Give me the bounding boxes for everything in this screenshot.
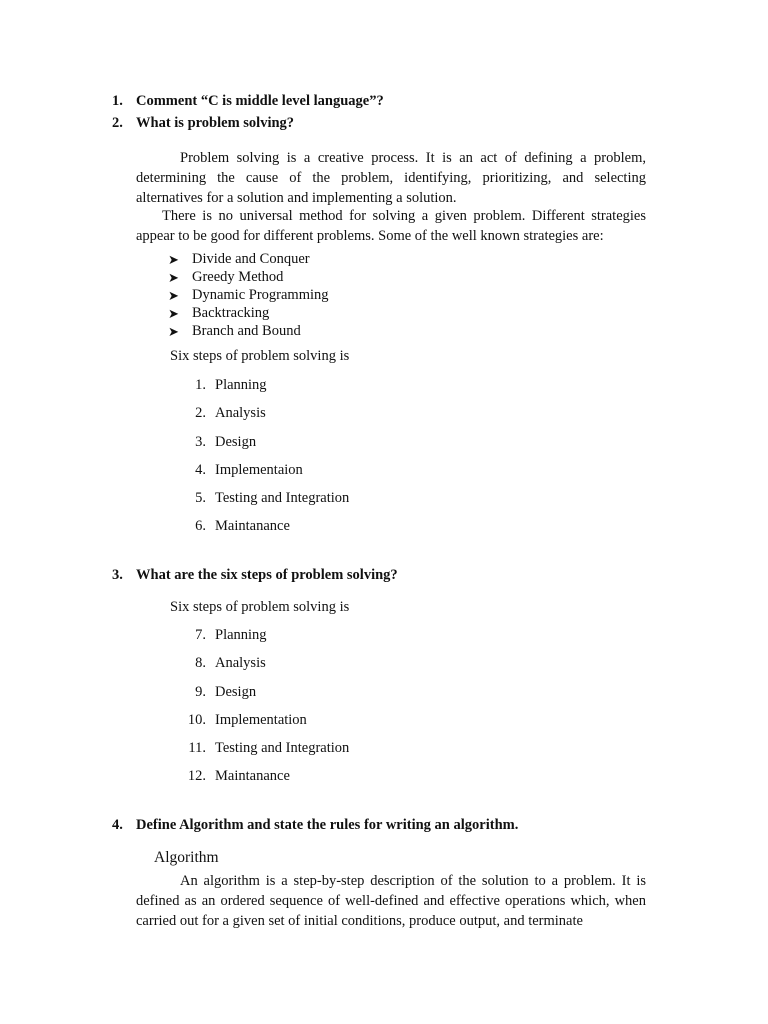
- strategies-paragraph: There is no universal method for solving a given problem. Different strategies appear to be good for different problems. Some of the well known strategies are:: [136, 208, 646, 244]
- steps-intro: Six steps of problem solving is: [170, 599, 350, 615]
- question-4-text: Define Algorithm and state the rules for writing an algorithm.: [136, 817, 519, 833]
- question-2-text: What is problem solving?: [136, 115, 295, 131]
- question-1-text: Comment “C is middle level language”?: [136, 93, 384, 109]
- list-number: 5.: [195, 490, 206, 506]
- arrowhead-bullet-icon: ➤: [168, 289, 179, 304]
- arrowhead-bullet-icon: ➤: [168, 325, 179, 340]
- list-item: Maintanance: [215, 518, 290, 534]
- list-item: Maintanance: [215, 768, 290, 784]
- list-item: Planning: [215, 377, 267, 393]
- list-item: Analysis: [215, 655, 266, 671]
- list-item: Divide and Conquer: [192, 251, 310, 267]
- algorithm-paragraph: An algorithm is a step-by-step description of the solution to a problem. It is defined as an ordered sequence of well-defined and effective operations which, when carried out for a given set of initial conditions, produce output, and terminate: [136, 873, 646, 929]
- list-number: 3.: [195, 434, 206, 450]
- list-item: Greedy Method: [192, 269, 284, 285]
- list-item: Planning: [215, 627, 267, 643]
- list-number: 10.: [187, 712, 206, 728]
- question-3-number: 3.: [112, 567, 123, 583]
- list-item: Design: [215, 684, 257, 700]
- arrowhead-bullet-icon: ➤: [168, 271, 179, 286]
- algorithm-subheading: Algorithm: [154, 849, 219, 866]
- list-number: 4.: [195, 462, 206, 478]
- arrowhead-bullet-icon: ➤: [168, 307, 179, 322]
- question-2-number: 2.: [112, 115, 123, 131]
- list-number: 8.: [195, 655, 206, 671]
- list-item: Backtracking: [192, 305, 270, 321]
- question-3-text: What are the six steps of problem solving?: [136, 567, 398, 583]
- list-item: Testing and Integration: [215, 740, 350, 756]
- problem-solving-paragraph: Problem solving is a creative process. It is an act of defining a problem, determining the cause of the problem, identifying, prioritizing, and selecting alternatives for a solution and implementing a solution.: [136, 150, 646, 206]
- list-item: Implementaion: [215, 462, 303, 478]
- list-item: Design: [215, 434, 257, 450]
- list-item: Dynamic Programming: [192, 287, 329, 303]
- list-number: 6.: [195, 518, 206, 534]
- question-1-number: 1.: [112, 93, 123, 109]
- list-number: 11.: [188, 740, 206, 756]
- list-number: 1.: [195, 377, 206, 393]
- list-item: Implementation: [215, 712, 307, 728]
- list-number: 9.: [195, 684, 206, 700]
- list-item: Analysis: [215, 405, 266, 421]
- steps-intro: Six steps of problem solving is: [170, 348, 350, 364]
- question-4-number: 4.: [112, 817, 123, 833]
- list-item: Branch and Bound: [192, 323, 301, 339]
- list-number: 2.: [195, 405, 206, 421]
- arrowhead-bullet-icon: ➤: [168, 253, 179, 268]
- list-number: 7.: [195, 627, 206, 643]
- list-number: 12.: [187, 768, 206, 784]
- list-item: Testing and Integration: [215, 490, 350, 506]
